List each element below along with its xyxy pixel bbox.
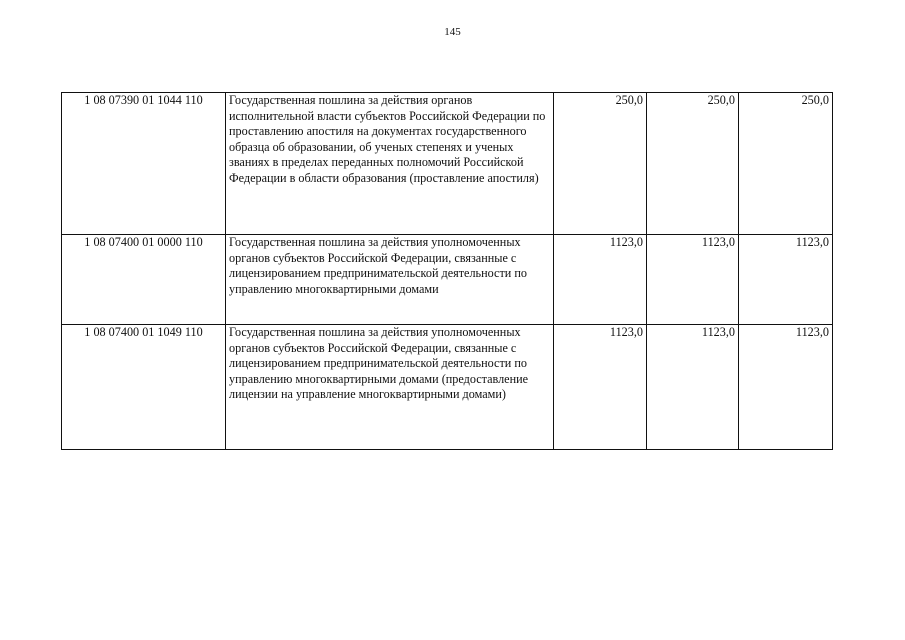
table-row [62, 325, 833, 450]
revenue-code: 1 08 07400 01 1049 110 [62, 325, 226, 450]
amount-year-2: 250,0 [647, 93, 739, 235]
revenue-code: 1 08 07390 01 1044 110 [62, 93, 226, 235]
amount-year-1: 1123,0 [554, 235, 647, 325]
page-number: 145 [444, 26, 461, 38]
revenue-name: Государственная пошлина за действия уполномоченных органов субъектов Российской Федерации, связанные с лицензированием предпринимательской деятельности по управлению многоквартирными домами (предоставление лицензии на управление многоквартирными домами) [226, 325, 554, 450]
amount-year-2: 1123,0 [647, 235, 739, 325]
amount-year-1: 250,0 [554, 93, 647, 235]
revenue-code: 1 08 07400 01 0000 110 [62, 235, 226, 325]
revenue-name: Государственная пошлина за действия органов исполнительной власти субъектов Российской Федерации по проставлению апостиля на документах государственного образца об образовании, об ученых степенях и ученых званиях в пределах переданных полномочий Российской Федерации в области образования (проставление апостиля) [226, 93, 554, 235]
amount-year-3: 1123,0 [739, 235, 833, 325]
amount-year-2: 1123,0 [647, 325, 739, 450]
amount-year-1: 1123,0 [554, 325, 647, 450]
table-row [62, 93, 833, 235]
amount-year-3: 1123,0 [739, 325, 833, 450]
amount-year-3: 250,0 [739, 93, 833, 235]
table-row [62, 235, 833, 325]
budget-revenue-table [61, 92, 833, 450]
revenue-name: Государственная пошлина за действия уполномоченных органов субъектов Российской Федерации, связанные с лицензированием предпринимательской деятельности по управлению многоквартирными домами [226, 235, 554, 325]
